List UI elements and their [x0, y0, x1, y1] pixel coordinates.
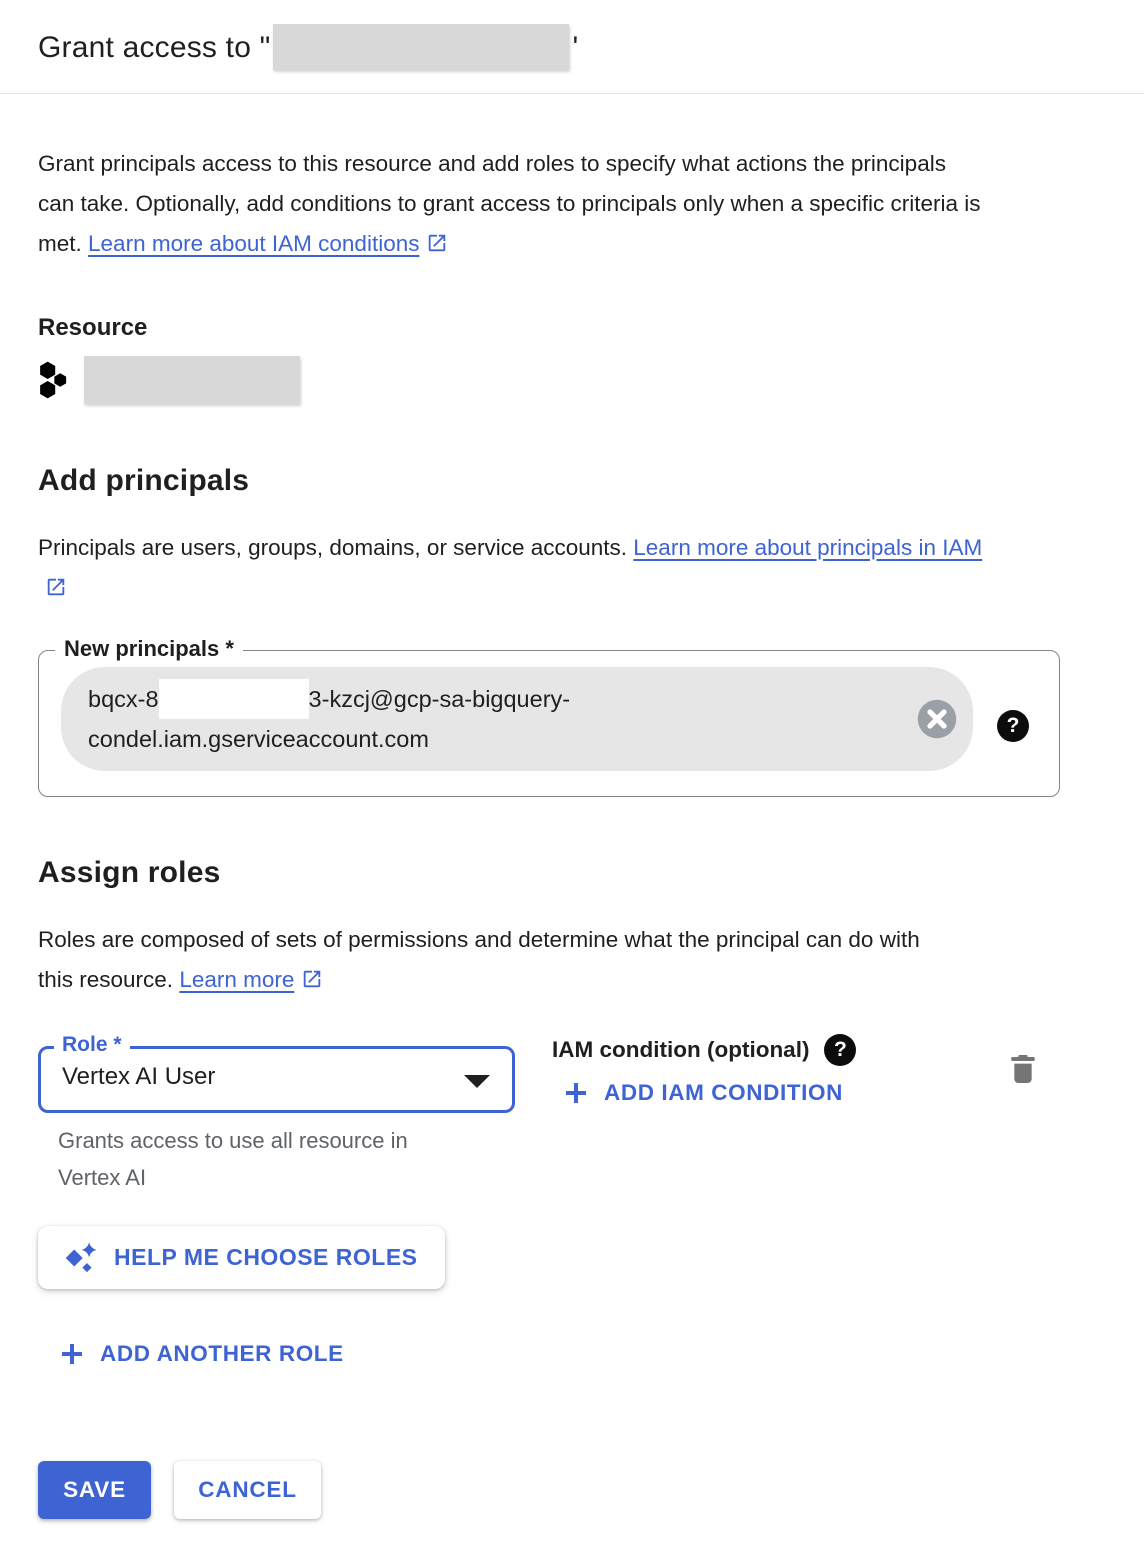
external-link-icon — [45, 576, 67, 598]
role-label: Role * — [54, 1033, 130, 1057]
redacted-resource-value — [84, 356, 300, 404]
learn-more-roles-link[interactable]: Learn more — [179, 967, 295, 992]
resource-row — [38, 356, 300, 404]
learn-more-iam-conditions-link[interactable]: Learn more about IAM conditions — [88, 231, 420, 256]
plus-icon — [60, 1342, 84, 1366]
close-circle-icon — [916, 698, 958, 740]
external-link-icon — [426, 232, 448, 254]
add-another-role-button[interactable] — [60, 1341, 344, 1367]
principal-email-line2: condel.iam.gserviceaccount.com — [88, 726, 429, 752]
page-title — [38, 24, 578, 70]
roles-paragraph — [38, 920, 938, 1000]
remove-principal-button[interactable] — [916, 698, 958, 740]
help-me-choose-roles-label: HELP ME CHOOSE ROLES — [114, 1244, 418, 1270]
learn-more-principals-link[interactable]: Learn more about principals in IAM — [633, 535, 983, 560]
principals-text: Principals are users, groups, domains, or service accounts. — [38, 535, 628, 560]
add-principals-heading: Add principals — [38, 464, 250, 497]
assign-roles-heading: Assign roles — [38, 856, 221, 889]
iam-condition-help-icon[interactable]: ? — [824, 1034, 856, 1066]
principal-chip[interactable] — [61, 667, 973, 771]
external-link-icon — [301, 968, 323, 990]
new-principals-label: New principals * — [55, 636, 243, 662]
delete-role-button[interactable] — [1007, 1052, 1041, 1086]
intro-paragraph — [38, 144, 988, 264]
redacted-principal-id — [159, 679, 309, 719]
new-principals-field[interactable] — [38, 636, 1060, 797]
page-title-close-quote: ' — [572, 30, 579, 64]
save-button[interactable]: SAVE — [38, 1461, 151, 1519]
role-selected-value: Vertex AI User — [62, 1063, 216, 1090]
principal-email-rest: 3-kzcj@gcp-sa-bigquery- — [308, 686, 571, 712]
trash-icon — [1007, 1053, 1041, 1085]
iam-condition-row — [552, 1034, 856, 1066]
principals-paragraph — [38, 528, 988, 608]
caret-down-icon[interactable] — [464, 1075, 490, 1088]
plus-icon — [564, 1081, 588, 1105]
add-iam-condition-button[interactable] — [564, 1080, 843, 1106]
principal-email — [88, 679, 889, 759]
cancel-button[interactable]: CANCEL — [174, 1461, 321, 1519]
add-iam-condition-label: ADD IAM CONDITION — [604, 1080, 843, 1105]
role-select[interactable] — [38, 1033, 515, 1113]
roles-text: Roles are composed of sets of permissions and determine what the principal can do with this resource. — [38, 927, 920, 992]
gemini-sparkle-icon — [65, 1241, 99, 1275]
dialog-header — [0, 0, 1144, 94]
intro-text: Grant principals access to this resource and add roles to specify what actions the principals can take. Optionally, add conditions to grant access to principals only when a specific criteria is met. — [38, 151, 981, 256]
new-principals-help-icon[interactable]: ? — [997, 710, 1029, 742]
resource-heading: Resource — [38, 314, 148, 341]
iam-condition-label: IAM condition (optional) — [552, 1037, 810, 1062]
role-description: Grants access to use all resource in Vertex AI — [58, 1128, 408, 1190]
redacted-resource-name — [273, 24, 569, 70]
principal-email-line1 — [88, 679, 889, 719]
help-me-choose-roles-button[interactable] — [38, 1226, 445, 1289]
resource-hexagons-icon — [38, 359, 67, 401]
page-title-text: Grant access to " — [38, 30, 271, 64]
principal-email-prefix: bqcx-8 — [88, 686, 159, 712]
add-another-role-label: ADD ANOTHER ROLE — [100, 1341, 344, 1366]
